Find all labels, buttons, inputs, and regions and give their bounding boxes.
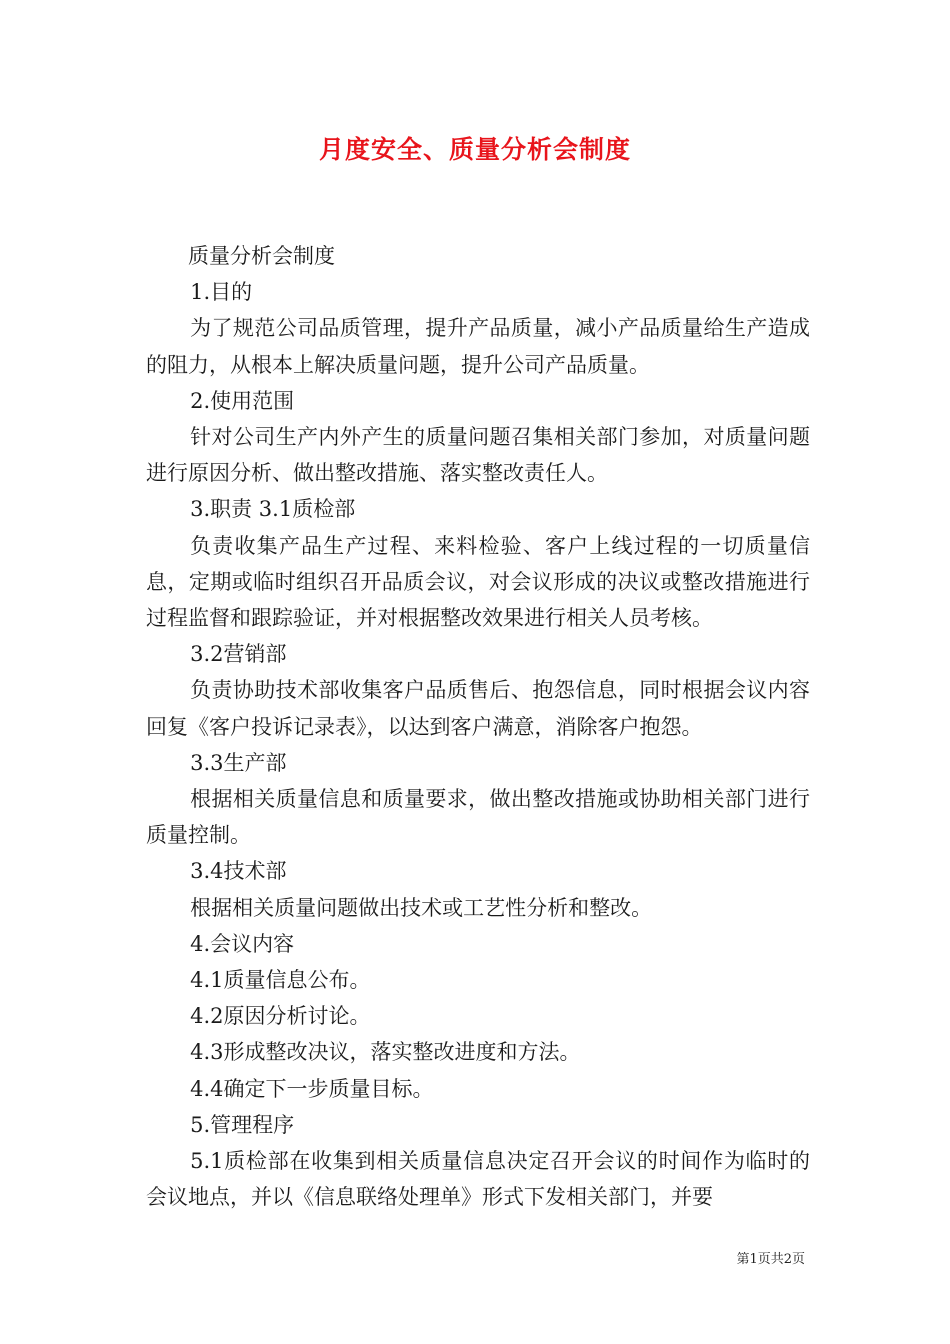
document-body: [146, 238, 810, 1215]
section-heading: 3.4技术部: [190, 859, 287, 884]
section-heading: 5.管理程序: [190, 1112, 295, 1137]
paragraph: 质量分析会制度: [188, 244, 335, 268]
section-heading: 2.使用范围: [190, 388, 295, 413]
paragraph: 根据相关质量信息和质量要求，做出整改措施或协助相关部门进行质量控制。: [146, 787, 810, 848]
page-number: 第1页共2页: [736, 1252, 805, 1267]
section-heading: 4.会议内容: [190, 931, 295, 956]
section-heading: 3.3生产部: [190, 750, 287, 775]
list-item: 4.3形成整改决议，落实整改进度和方法。: [190, 1040, 581, 1065]
section-heading: 3.2营销部: [190, 642, 287, 667]
paragraph: 根据相关质量问题做出技术或工艺性分析和整改。: [190, 895, 653, 920]
paragraph: 为了规范公司品质管理，提升产品质量，减小产品质量给生产造成的阻力，从根本上解决质量问题，提升公司产品质量。: [146, 316, 810, 377]
paragraph: 针对公司生产内外产生的质量问题召集相关部门参加，对质量问题进行原因分析、做出整改措施、落实整改责任人。: [146, 425, 810, 486]
paragraph: 负责收集产品生产过程、来料检验、客户上线过程的一切质量信息，定期或临时组织召开品质会议，对会议形成的决议或整改措施进行过程监督和跟踪验证，并对根据整改效果进行相关人员考核。: [146, 533, 810, 631]
list-item: 4.4确定下一步质量目标。: [190, 1076, 434, 1101]
document-title: 月度安全、质量分析会制度: [318, 135, 631, 164]
paragraph: 5.1质检部在收集到相关质量信息决定召开会议的时间作为临时的会议地点，并以《信息联络处理单》形式下发相关部门，并要: [146, 1149, 810, 1210]
list-item: 4.2原因分析讨论。: [190, 1004, 371, 1029]
paragraph: 负责协助技术部收集客户品质售后、抱怨信息，同时根据会议内容回复《客户投诉记录表》，以达到客户满意，消除客户抱怨。: [146, 678, 810, 739]
section-heading: 3.职责 3.1质检部: [190, 497, 356, 522]
section-heading: 1.目的: [190, 280, 253, 305]
list-item: 4.1质量信息公布。: [190, 968, 371, 993]
